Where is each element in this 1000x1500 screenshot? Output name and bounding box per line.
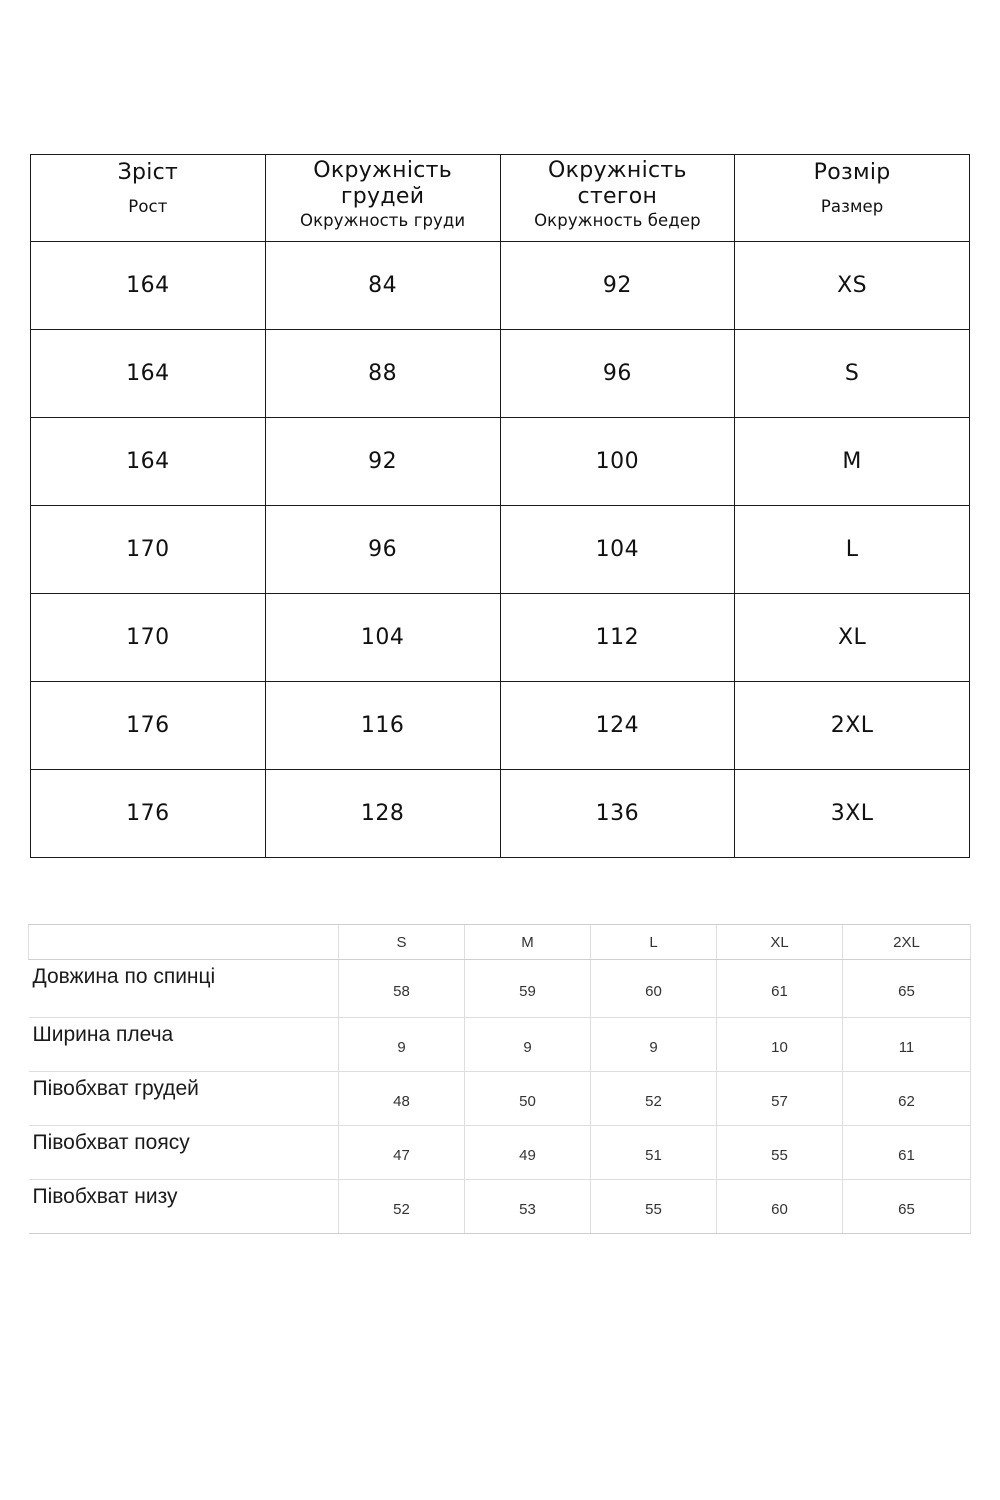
cell-hips: 104 [500, 506, 735, 594]
cell-value: 50 [465, 1072, 591, 1126]
table-row [29, 1180, 971, 1234]
cell-value: 9 [465, 1018, 591, 1072]
cell-size: S [735, 330, 970, 418]
cell-value: 57 [717, 1072, 843, 1126]
header-hips-ru: Окружность бедер [534, 211, 701, 230]
cell-chest: 96 [265, 506, 500, 594]
cell-value: 61 [717, 960, 843, 1018]
header-chest [265, 155, 500, 242]
table-row [31, 418, 970, 506]
cell-chest: 84 [265, 242, 500, 330]
cell-hips: 112 [500, 594, 735, 682]
cell-value: 55 [591, 1180, 717, 1234]
cell-chest: 116 [265, 682, 500, 770]
cell-value: 60 [591, 960, 717, 1018]
cell-size: 3XL [735, 770, 970, 858]
header-chest-ru: Окружность груди [300, 211, 466, 230]
cell-chest: 128 [265, 770, 500, 858]
header-height [31, 155, 266, 242]
header-size-2xl: 2XL [843, 925, 971, 960]
cell-value: 53 [465, 1180, 591, 1234]
table-row [29, 1072, 971, 1126]
cell-hips: 100 [500, 418, 735, 506]
cell-value: 55 [717, 1126, 843, 1180]
row-label: Півобхват грудей [29, 1072, 339, 1126]
measurements-header-row [29, 925, 971, 960]
table-row [29, 1018, 971, 1072]
header-height-ru: Рост [128, 197, 168, 216]
row-label: Довжина по спинці [29, 960, 339, 1018]
header-height-ua: Зріст [117, 160, 179, 185]
cell-hips: 124 [500, 682, 735, 770]
cell-value: 11 [843, 1018, 971, 1072]
size-chart-table [30, 154, 970, 858]
size-chart-header-row [31, 155, 970, 242]
cell-value: 62 [843, 1072, 971, 1126]
cell-value: 51 [591, 1126, 717, 1180]
table-row [31, 594, 970, 682]
row-label: Ширина плеча [29, 1018, 339, 1072]
cell-value: 9 [339, 1018, 465, 1072]
cell-hips: 136 [500, 770, 735, 858]
cell-value: 52 [591, 1072, 717, 1126]
table-row [31, 506, 970, 594]
header-hips [500, 155, 735, 242]
header-size-xl: XL [717, 925, 843, 960]
table-row [29, 1126, 971, 1180]
cell-hips: 96 [500, 330, 735, 418]
cell-value: 52 [339, 1180, 465, 1234]
cell-size: M [735, 418, 970, 506]
cell-value: 47 [339, 1126, 465, 1180]
cell-height: 170 [31, 506, 266, 594]
cell-chest: 88 [265, 330, 500, 418]
cell-height: 170 [31, 594, 266, 682]
cell-size: 2XL [735, 682, 970, 770]
table-row [29, 960, 971, 1018]
cell-height: 176 [31, 770, 266, 858]
table-row [31, 682, 970, 770]
cell-value: 65 [843, 960, 971, 1018]
table-row [31, 242, 970, 330]
row-label: Півобхват низу [29, 1180, 339, 1234]
header-size-ru: Размер [820, 197, 884, 216]
header-chest-ua: Окружність грудей [313, 158, 453, 209]
header-size-m: M [465, 925, 591, 960]
cell-chest: 104 [265, 594, 500, 682]
table-row [31, 330, 970, 418]
measurements-table [28, 924, 971, 1234]
cell-size: XL [735, 594, 970, 682]
cell-value: 48 [339, 1072, 465, 1126]
cell-value: 59 [465, 960, 591, 1018]
header-size [735, 155, 970, 242]
cell-value: 65 [843, 1180, 971, 1234]
cell-size: L [735, 506, 970, 594]
cell-value: 61 [843, 1126, 971, 1180]
cell-value: 60 [717, 1180, 843, 1234]
header-hips-ua: Окружність стегон [547, 158, 687, 209]
header-size-l: L [591, 925, 717, 960]
table-row [31, 770, 970, 858]
cell-value: 10 [717, 1018, 843, 1072]
cell-height: 164 [31, 330, 266, 418]
cell-height: 176 [31, 682, 266, 770]
cell-value: 58 [339, 960, 465, 1018]
cell-size: XS [735, 242, 970, 330]
cell-height: 164 [31, 242, 266, 330]
header-size-s: S [339, 925, 465, 960]
header-size-ua: Розмір [813, 160, 891, 185]
cell-value: 9 [591, 1018, 717, 1072]
cell-height: 164 [31, 418, 266, 506]
header-corner [29, 925, 339, 960]
row-label: Півобхват поясу [29, 1126, 339, 1180]
cell-value: 49 [465, 1126, 591, 1180]
cell-chest: 92 [265, 418, 500, 506]
cell-hips: 92 [500, 242, 735, 330]
